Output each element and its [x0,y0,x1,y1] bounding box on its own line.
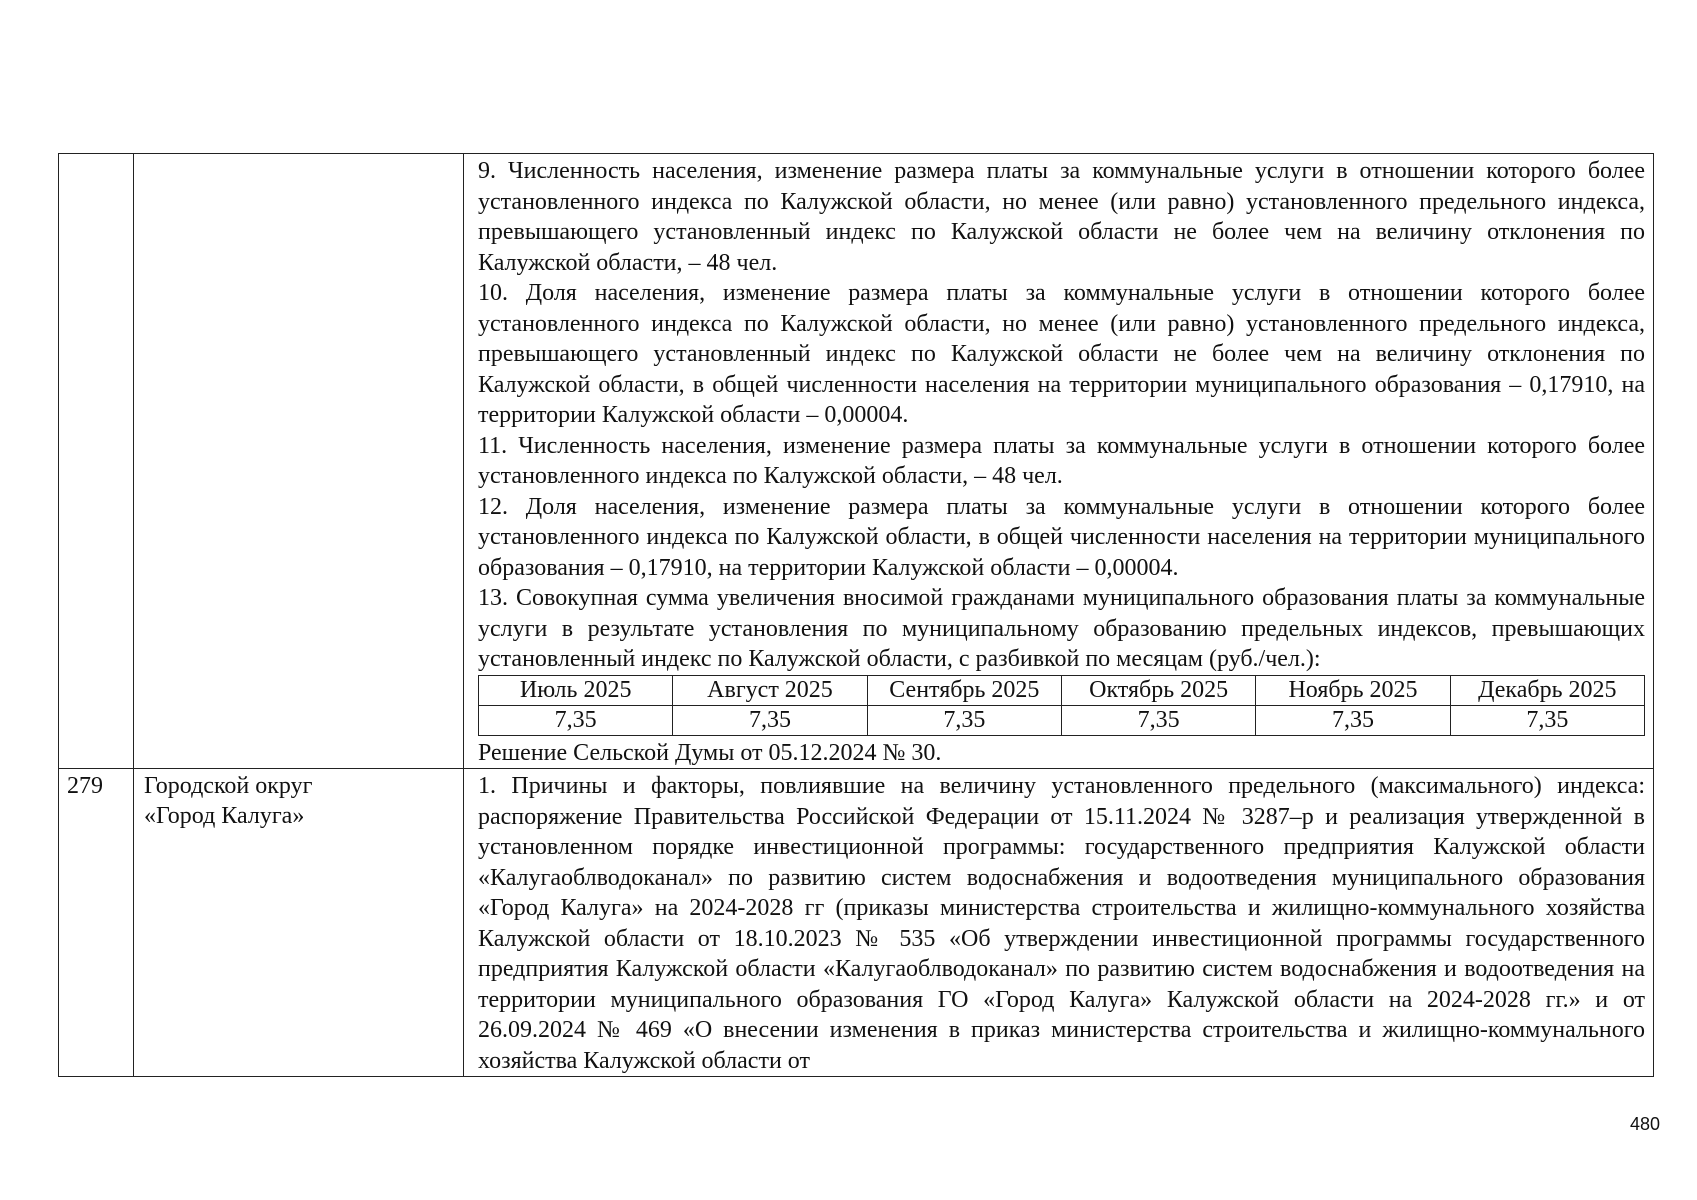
month-header: Ноябрь 2025 [1256,675,1450,705]
row-number [59,154,134,769]
month-header: Декабрь 2025 [1450,675,1644,705]
month-header: Июль 2025 [479,675,673,705]
paragraph: 13. Совокупная сумма увеличения вносимой гражданами муниципального образования платы за коммунальные услуги в результате установления по муниципальному образованию предельных индексов, превышающих установленный индекс по Калужской области, с разбивкой по месяцам (руб./чел.): [478,585,1645,672]
month-value: 7,35 [1061,705,1255,735]
month-header: Август 2025 [673,675,867,705]
month-value: 7,35 [1256,705,1450,735]
paragraph: 1. Причины и факторы, повлиявшие на величину установленного предельного (максимального) индекса: распоряжение Правительства Российской Федерации от 15.11.2024 № 3287–р и реализация утвержденной в установленном порядке инвестиционной программы: государственного предприятия Калужской области «Калугаоблводоканал» по развитию систем водоснабжения и водоотведения муниципального образования «Город Калуга» на 2024-2028 гг (приказы министерства строительства и жилищно-коммунального хозяйства Калужской области от 18.10.2023 № 535 «Об утверждении инвестиционной программы государственного предприятия Калужской области «Калугаоблводоканал» по развитию систем водоснабжения и водоотведения на территории муниципального образования ГО «Город Калуга» Калужской области на 2024-2028 гг.» и от 26.09.2024 № 469 «О внесении изменения в приказ министерства строительства и жилищно-коммунального хозяйства Калужской области от [478,773,1645,1074]
months-values-row [479,705,1645,735]
paragraph: 10. Доля населения, изменение размера платы за коммунальные услуги в отношении которого более установленного индекса по Калужской области, но менее (или равно) установленного предельного индекса, превышающего установленный индекс по Калужской области не более чем на величину отклонения по Калужской области, в общей численности населения на территории муниципального образования – 0,17910, на территории Калужской области – 0,00004. [478,280,1645,428]
row-content [464,154,1654,769]
decision-reference: Решение Сельской Думы от 05.12.2024 № 30. [478,739,942,766]
paragraph: 12. Доля населения, изменение размера платы за коммунальные услуги в отношении которого более установленного индекса по Калужской области, в общей численности населения на территории муниципального образования – 0,17910, на территории Калужской области – 0,00004. [478,493,1645,581]
municipality-name [134,154,464,769]
months-header-row [479,675,1645,705]
municipality-name-line: Городской округ [144,773,313,799]
month-value: 7,35 [673,705,867,735]
month-header: Сентябрь 2025 [867,675,1061,705]
page-number: 480 [1630,1114,1661,1134]
monthly-breakdown-table [478,675,1645,736]
indices-table [58,153,1654,1077]
month-value: 7,35 [1450,705,1644,735]
paragraph: 9. Численность населения, изменение размера платы за коммунальные услуги в отношении которого более установленного индекса по Калужской области, но менее (или равно) установленного предельного индекса, превышающего установленный индекс по Калужской области не более чем на величину отклонения по Калужской области, – 48 чел. [478,158,1645,276]
row-number: 279 [59,769,134,1077]
municipality-name [134,769,464,1077]
paragraph: 11. Численность населения, изменение размера платы за коммунальные услуги в отношении которого более установленного индекса по Калужской области, – 48 чел. [478,432,1645,489]
table-row [59,769,1654,1077]
month-header: Октябрь 2025 [1061,675,1255,705]
municipality-name-line: «Город Калуга» [144,803,305,829]
table-row [59,154,1654,769]
row-content [464,769,1654,1077]
month-value: 7,35 [867,705,1061,735]
month-value: 7,35 [479,705,673,735]
